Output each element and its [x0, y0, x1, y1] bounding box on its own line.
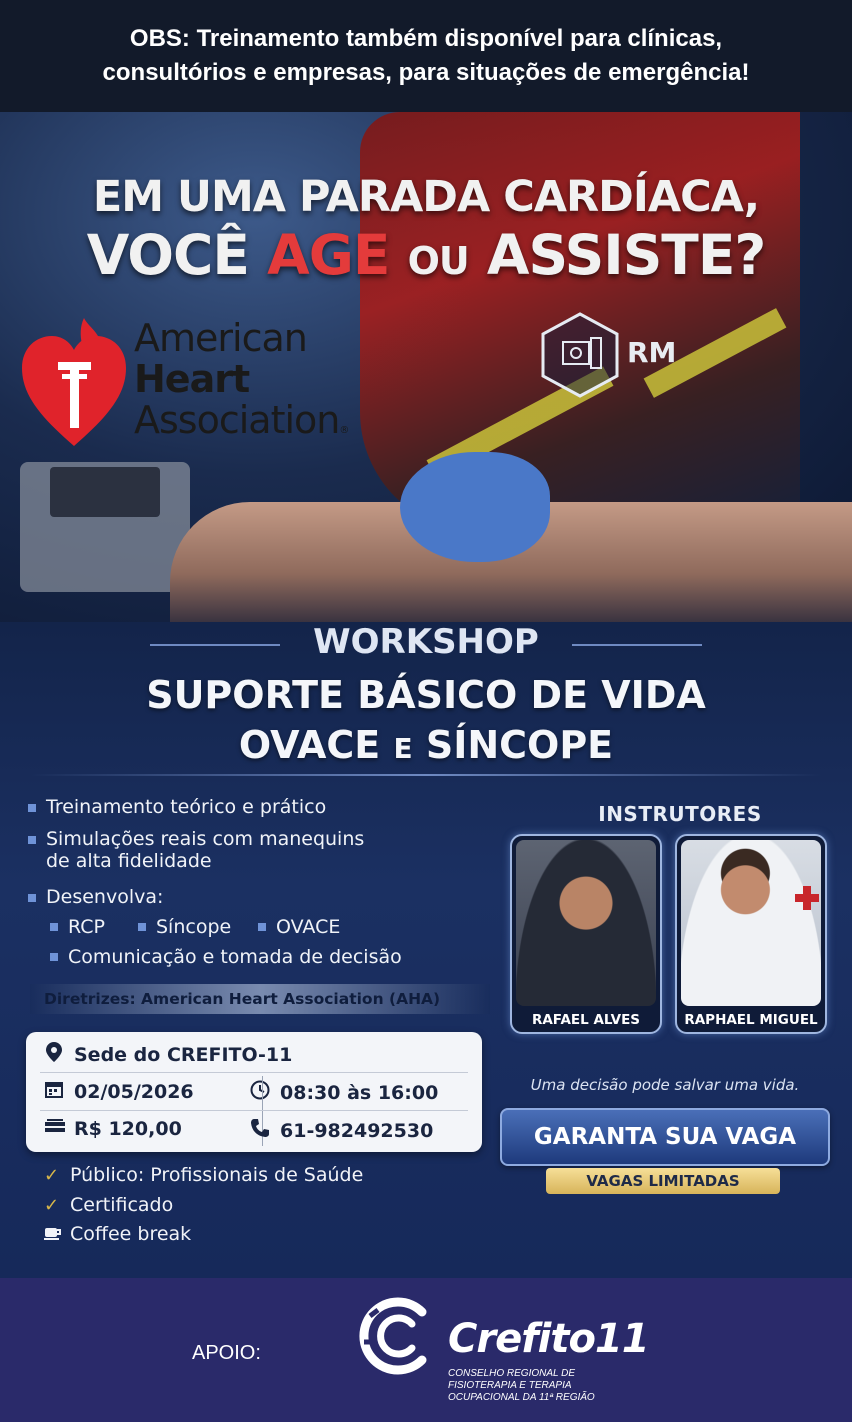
event-info-card — [26, 1032, 482, 1152]
sub-item — [138, 916, 231, 938]
headline-age: AGE — [267, 223, 390, 287]
location-row — [44, 1042, 292, 1067]
reserve-spot-button[interactable] — [500, 1108, 830, 1166]
phone-row[interactable] — [250, 1118, 433, 1143]
crefito-sub-line-1: CONSELHO REGIONAL DE — [448, 1368, 576, 1379]
sub-item — [258, 916, 340, 938]
aha-line-3 — [134, 400, 348, 451]
bullet-square-icon — [50, 923, 58, 931]
sub-item-text: RCP — [68, 916, 105, 938]
bullet-square-icon — [28, 836, 36, 844]
instructor-name: RAPHAEL MIGUEL — [684, 1012, 818, 1028]
list-item — [28, 828, 364, 872]
date-row — [44, 1080, 194, 1103]
sub-item-text: OVACE — [276, 916, 341, 938]
aha-logo — [22, 318, 372, 453]
tagline: Uma decisão pode salvar uma vida. — [530, 1076, 800, 1094]
perk-text: Coffee break — [70, 1223, 192, 1245]
hexagon-equipment-icon — [535, 310, 625, 400]
aha-line-2: Heart — [134, 357, 250, 401]
list-item — [28, 886, 163, 908]
headline-assiste: ASSISTE? — [486, 223, 766, 287]
list-item-line-1: Simulações reais com manequins — [46, 828, 365, 850]
bullet-square-icon — [258, 923, 266, 931]
time-text: 08:30 às 16:00 — [280, 1081, 439, 1104]
bullet-square-icon — [50, 953, 58, 961]
gloved-hands — [400, 452, 550, 562]
rm-logo — [535, 310, 695, 400]
instructor-name: RAFAEL ALVES — [531, 1012, 641, 1028]
price-row — [44, 1118, 182, 1140]
money-icon — [44, 1118, 64, 1140]
workshop-ovace: OVACE — [238, 723, 381, 767]
heart-torch-icon — [22, 318, 126, 450]
bullet-square-icon — [28, 894, 36, 902]
reserve-spot-label: GARANTA SUA VAGA — [533, 1124, 797, 1150]
check-icon: ✓ — [44, 1194, 60, 1216]
workshop-title — [0, 670, 852, 774]
aha-line-1: American — [134, 316, 307, 360]
instructor-card — [510, 834, 662, 1034]
list-item-line-2: de alta fidelidade — [46, 850, 212, 872]
crefito-subtitle — [448, 1368, 595, 1404]
aha-registered-mark: ® — [339, 425, 349, 436]
rm-label: RM — [627, 336, 677, 369]
workshop-title-line-2 — [0, 720, 852, 774]
limited-spots-badge — [546, 1168, 780, 1194]
map-pin-icon — [44, 1042, 64, 1067]
workshop-title-line-1: SUPORTE BÁSICO DE VIDA — [146, 673, 706, 717]
phone-text: 61-982492530 — [280, 1119, 434, 1142]
location-text: Sede do CREFITO-11 — [74, 1043, 293, 1066]
aha-line-3-text: Association — [134, 398, 340, 442]
red-cross-icon — [795, 886, 819, 910]
list-item — [44, 1194, 173, 1216]
limited-spots-text: VAGAS LIMITADAS — [586, 1172, 740, 1190]
instructors-title: INSTRUTORES — [598, 802, 762, 826]
sub-item-text: Síncope — [156, 916, 232, 938]
notice-line-1: OBS: Treinamento também disponível para clínicas, — [129, 25, 723, 52]
crefito-sub-line-3: OCUPACIONAL DA 11ª REGIÃO — [448, 1392, 595, 1403]
perk-text: Certificado — [70, 1194, 174, 1216]
notice-bar — [0, 0, 852, 112]
list-item — [28, 796, 326, 818]
coffee-icon — [44, 1224, 62, 1245]
instructor-photo — [516, 840, 656, 1006]
headline-voce: VOCÊ — [86, 223, 249, 287]
instructor-card — [675, 834, 827, 1034]
crefito-wordmark: Crefito11 — [448, 1316, 649, 1362]
headline-line-1: EM UMA PARADA CARDÍACA, — [92, 172, 760, 222]
aha-wordmark — [134, 318, 348, 451]
time-row — [250, 1080, 438, 1105]
divider — [40, 1072, 468, 1073]
calendar-icon — [44, 1080, 64, 1103]
list-item — [44, 1223, 191, 1245]
sub-item-text: Comunicação e tomada de decisão — [68, 946, 402, 968]
divider — [40, 1110, 468, 1111]
crefito-logo — [356, 1296, 436, 1380]
headline-ou: OU — [407, 239, 469, 283]
crefito-c-icon — [356, 1296, 436, 1376]
list-item-text — [46, 828, 364, 872]
list-item-text: Desenvolva: — [46, 886, 164, 908]
price-text: R$ 120,00 — [74, 1118, 182, 1140]
phone-icon — [250, 1118, 270, 1143]
support-label: APOIO: — [192, 1342, 261, 1364]
monitor-screen — [50, 467, 160, 517]
crefito-sub-line-2: FISIOTERAPIA E TERAPIA — [448, 1380, 572, 1391]
notice-text — [103, 22, 750, 90]
workshop-sincope: SÍNCOPE — [425, 723, 614, 767]
workshop-kicker: WORKSHOP — [313, 622, 539, 662]
bullet-square-icon — [138, 923, 146, 931]
clock-icon — [250, 1080, 270, 1105]
list-item-text: Treinamento teórico e prático — [46, 796, 327, 818]
sub-item — [50, 916, 105, 938]
sub-item — [50, 946, 402, 968]
check-icon: ✓ — [44, 1164, 60, 1186]
guidelines-banner — [30, 984, 490, 1014]
instructor-photo — [681, 840, 821, 1006]
divider-line — [30, 774, 822, 776]
date-text: 02/05/2026 — [74, 1080, 194, 1103]
workshop-e: E — [393, 732, 413, 765]
headline — [0, 170, 852, 292]
notice-line-2: consultórios e empresas, para situações de emergência! — [102, 59, 750, 86]
perk-text: Público: Profissionais de Saúde — [70, 1164, 364, 1186]
guidelines-text: Diretrizes: American Heart Association (AHA) — [44, 990, 441, 1008]
bullet-square-icon — [28, 804, 36, 812]
headline-line-2 — [0, 224, 852, 292]
list-item — [44, 1164, 363, 1186]
